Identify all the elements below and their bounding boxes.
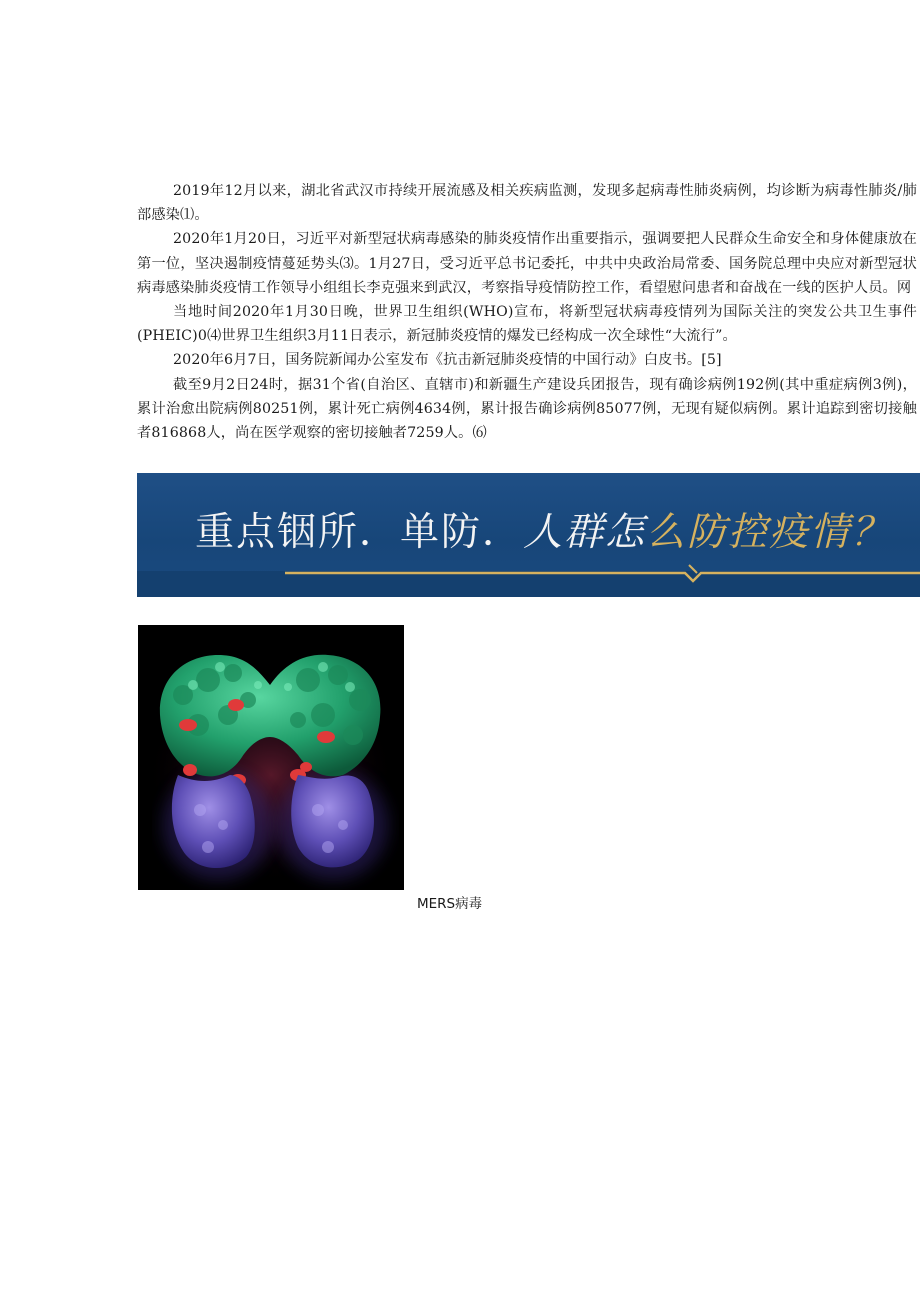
paragraph-1: 2019年12月以来，湖北省武汉市持续开展流感及相关疾病监测，发现多起病毒性肺炎病例，均诊断为病毒性肺炎/肺部感染⑴。: [137, 183, 917, 224]
mers-virus-protein-image: [138, 625, 404, 890]
paragraph-2: 2020年1月20日，习近平对新型冠状病毒感染的肺炎疫情作出重要指示，强调要把人民群众生命安全和身体健康放在第一位，坚决遏制疫情蔓延势头⑶。1月27日，受习近平总书记委托，中共中央政治局常委、国务院总理中央应对新型冠状病毒感染肺炎疫情工作领导小组组长李克强来到武汉，考察指导疫情防控工作，看望慰问患者和奋战在一线的医护人员。网: [137, 231, 917, 296]
banner-title: [195, 501, 892, 557]
banner-title-main: 重点铟所．单防．: [195, 510, 524, 555]
paragraph-4: 2020年6月7日，国务院新闻办公室发布《抗击新冠肺炎疫情的中国行动》白皮书。[5]: [173, 352, 722, 369]
paragraph-3: 当地时间2020年1月30日晚，世界卫生组织(WHO)宣布，将新型冠状病毒疫情列为国际关注的突发公共卫生事件(PHEIC)0⑷世界卫生组织3月11日表示，新冠肺炎疫情的爆发已经构成一次全球性“大流行”。: [137, 304, 917, 345]
banner-title-italic: 人群怎: [523, 510, 647, 555]
article-body: [137, 179, 917, 445]
figure-caption: MERS病毒: [417, 896, 483, 912]
section-banner: [137, 473, 920, 597]
paragraph-5: 截至9月2日24时，据31个省(自治区、直辖市)和新疆生产建设兵团报告，现有确诊病例192例(其中重症病例3例)，累计治愈出院病例80251例，累计死亡病例4634例，累计报告确诊病例85077例，无现有疑似病例。累计追踪到密切接触者816868人，尚在医学观察的密切接触者7259人。⑹: [137, 376, 917, 442]
banner-title-highlight: 么防控疫情？: [646, 510, 893, 555]
virus-protein-illustration: [138, 625, 404, 890]
